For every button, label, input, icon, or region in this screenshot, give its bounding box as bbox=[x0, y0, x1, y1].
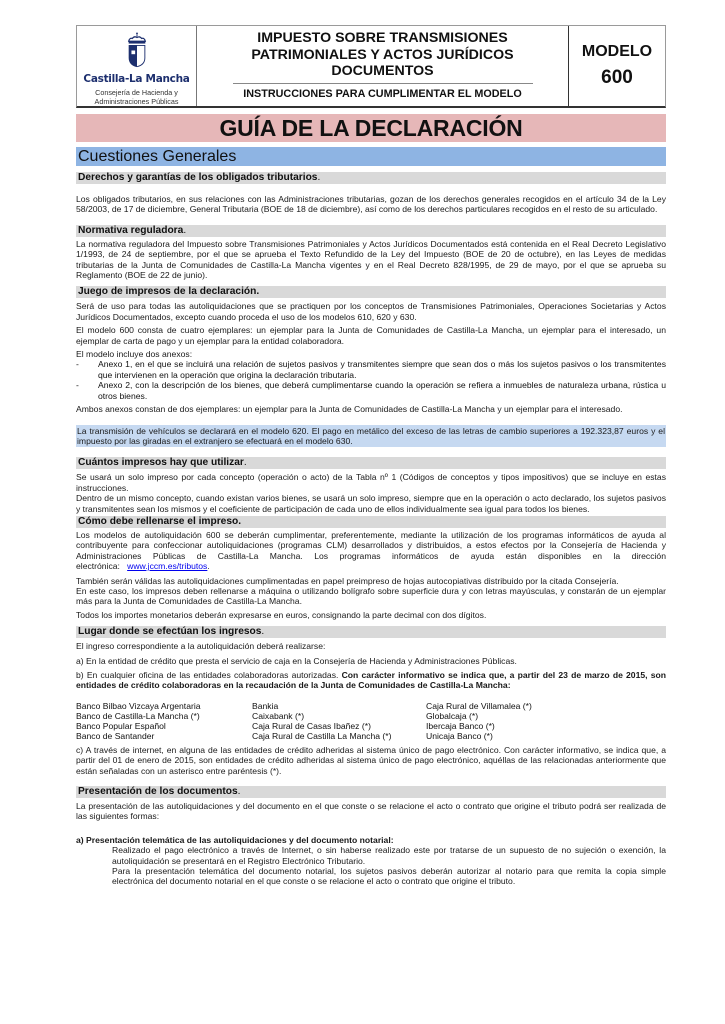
paragraph: El modelo 600 consta de cuatro ejemplares: un ejemplar para la Junta de Comunidades de Castilla-La Mancha, un ejemplar para el interesado, un ejemplar de carta de pago y un ejemplar para la entidad colaboradora. bbox=[76, 325, 666, 346]
modelo-box bbox=[569, 26, 665, 106]
paragraph: Los obligados tributarios, en sus relaciones con las Administraciones tributarias, gozan de los derechos generales recogidos en el artículo 34 de la Ley 58/2003, de 17 de diciembre, General Tributaria (BOE de 18 de diciembre), así como de los derechos particulares recogidos en el resto de su articulado. bbox=[76, 194, 666, 215]
heading-text: Derechos y garantías de los obligados tributarios bbox=[78, 172, 318, 183]
paragraph: a) En la entidad de crédito que presta el servicio de caja en la Consejería de Hacienda y Administraciones Públicas. bbox=[76, 655, 517, 666]
paragraph: La presentación de las autoliquidaciones y del documento en el que conste o se relacione el acto o contrato que origine el tributo podrá ser realizada de las siguientes formas: bbox=[76, 801, 666, 822]
section-title: Cuestiones Generales bbox=[76, 147, 666, 166]
paragraph: c) A través de internet, en alguna de las entidades de crédito adheridas al sistema único de pago electrónico. Con carácter informativo, se indica que, a partir del 01 de enero de 2015, son entidades de crédito adheridas al sistema único de pago electrónico, aquéllas de las relacionadas anteriormente que están señaladas con un asterisco entre paréntesis (*). bbox=[76, 744, 666, 776]
logo-subtitle-line1: Consejería de Hacienda y bbox=[95, 88, 178, 97]
paragraph: Para la presentación telemática del documento notarial, los sujetos pasivos deberán autorizar al notario para que remita la copia simple electrónica del documento notarial en el que conste o se relacione el acto o contrato que origine el tributo. bbox=[112, 866, 666, 887]
paragraph: Todos los importes monetarios deberán expresarse en euros, consignando la parte decimal con dos dígitos. bbox=[76, 609, 487, 620]
bank-item: Banco de Castilla-La Mancha (*) bbox=[76, 710, 200, 721]
heading-text: Presentación de los documentos bbox=[78, 786, 238, 798]
annex-text: Anexo 1, en el que se incluirá una relación de sujetos pasivos y transmitentes siempre que sean dos o más los sujetos pasivos o los transmitentes que intervienen en la operación que origina la declaración tributaria. bbox=[98, 359, 666, 380]
heading-text: Normativa reguladora bbox=[78, 224, 184, 236]
paragraph: El modelo incluye dos anexos: bbox=[76, 349, 193, 360]
annex-item bbox=[76, 380, 666, 401]
bank-item: Unicaja Banco (*) bbox=[426, 730, 493, 741]
bank-item: Banco Popular Español bbox=[76, 720, 166, 731]
logo-name: Castilla-La Mancha bbox=[83, 73, 190, 85]
title-line-2: PATRIMONIALES Y ACTOS JURÍDICOS bbox=[251, 46, 514, 63]
title-line-3: DOCUMENTOS bbox=[331, 63, 434, 79]
paragraph bbox=[76, 670, 666, 691]
paragraph: En este caso, los impresos deben rellenarse a máquina o utilizando bolígrafo sobre superficie dura y con letras mayúsculas, y constarán de un ejemplar más para la Junta de Comunidades de Castilla-La Mancha. bbox=[76, 585, 666, 607]
heading-juego: Juego de impresos de la declaración. bbox=[76, 286, 666, 298]
logo-box bbox=[77, 26, 197, 106]
modelo-number: 600 bbox=[601, 67, 633, 88]
bank-item: Banco Bilbao Vizcaya Argentaria bbox=[76, 700, 201, 711]
paragraph: La normativa reguladora del Impuesto sobre Transmisiones Patrimoniales y Actos Jurídicos Documentados está contenida en el Real Decreto Legislativo 1/1993, de 24 de septiembre, por el que se aprueba el Texto Refundido de la Ley del Impuesto (BOE de 20 de octubre), en las Leyes de medidas tributarias de la Junta de Comunidades de Castilla-La Mancha vigentes y en el Real Decreto 828/1995, de 29 de mayo, por el que se aprueba su Reglamento (BOE de 22 de junio). bbox=[76, 238, 666, 281]
document-title bbox=[233, 30, 533, 84]
logo-subtitle bbox=[95, 88, 179, 106]
heading-text: Lugar donde se efectúan los ingresos bbox=[78, 626, 262, 638]
bank-item: Banco de Santander bbox=[76, 730, 155, 741]
paragraph: Realizado el pago electrónico a través de Internet, o sin haberse realizado este por tratarse de un supuesto de no sujeción o exención, la autoliquidación se presentará en el Registro Electrónico Tributario. bbox=[112, 845, 666, 866]
bank-item: Globalcaja (*) bbox=[426, 710, 479, 721]
logo-subtitle-line2: Administraciones Públicas bbox=[94, 97, 179, 106]
paragraph: Se usará un solo impreso por cada concepto (operación o acto) de la Tabla nº 1 (Códigos de conceptos y tipos impositivos) que se incluye en estas instrucciones. bbox=[76, 472, 666, 493]
document-subtitle: INSTRUCCIONES PARA CUMPLIMENTAR EL MODELO bbox=[243, 87, 522, 100]
document-header bbox=[76, 25, 666, 108]
heading-lugar: Lugar donde se efectúan los ingresos. bbox=[76, 626, 666, 638]
bank-item: Bankia bbox=[252, 700, 279, 711]
highlighted-note: La transmisión de vehículos se declarará en el modelo 620. El pago en metálico del exceso de las letras de cambio superiores a 192.323,87 euros y el impuesto por las giradas en el extranjero se efectuará en el modelo 630. bbox=[77, 425, 665, 446]
document-page bbox=[76, 25, 666, 887]
paragraph: También serán válidas las autoliquidaciones cumplimentadas en papel preimpreso de hojas autocopiativas distribuido por la citada Consejería. bbox=[76, 575, 619, 586]
title-box bbox=[197, 26, 569, 106]
paragraph: Ambos anexos constan de dos ejemplares: un ejemplar para la Junta de Comunidades de Castilla-La Mancha y un ejemplar para el interesado. bbox=[76, 404, 623, 415]
castilla-la-mancha-emblem-icon bbox=[124, 32, 150, 69]
paragraph-text: b) En cualquier oficina de las entidades colaboradoras autorizadas. bbox=[76, 670, 339, 680]
bullet: - bbox=[76, 380, 79, 391]
subheading-telematica: a) Presentación telemática de las autoliquidaciones y del documento notarial: bbox=[76, 834, 394, 845]
bullet: - bbox=[76, 359, 79, 370]
heading-presentacion: Presentación de los documentos. bbox=[76, 786, 666, 798]
paragraph: Dentro de un mismo concepto, cuando existan varios bienes, se usará un solo impreso, siempre que en la operación o acto declarado, los sujetos pasivos y transmitentes sean los mismos y el coeficiente de participación de cada uno de ellos individualmente sea igual para todos los bienes. bbox=[76, 493, 666, 514]
tributos-link[interactable]: www.jccm.es/tributos bbox=[127, 561, 208, 572]
heading-como: Cómo debe rellenarse el impreso. bbox=[76, 516, 666, 528]
bank-item: Caja Rural de Villamalea (*) bbox=[426, 700, 532, 711]
guide-title: GUÍA DE LA DECLARACIÓN bbox=[76, 114, 666, 142]
paragraph: El ingreso correspondiente a la autoliquidación deberá realizarse: bbox=[76, 641, 326, 652]
heading-derechos: Derechos y garantías de los obligados tributarios. bbox=[76, 172, 666, 184]
paragraph: Será de uso para todas las autoliquidaciones que se practiquen por los conceptos de Transmisiones Patrimoniales, Operaciones Societarias y Actos Jurídicos Documentados, excepto cuando proceda el uso de los modelos 610, 620 y 630. bbox=[76, 301, 666, 322]
bank-item: Caja Rural de Castilla La Mancha (*) bbox=[252, 730, 392, 741]
paragraph-text: Los modelos de autoliquidación 600 se deberán cumplimentar, preferentemente, mediante la utilización de los programas informáticos de ayuda al contribuyente para confeccionar autoliquidaciones (programas CLM) desarrollados y distribuidos, a estos efectos por la Consejería de Hacienda y Administraciones Públicas de Castilla-La Mancha. Los programas informáticos de ayuda están disponibles en la dirección electrónica: bbox=[76, 529, 666, 572]
bank-item: Caixabank (*) bbox=[252, 710, 305, 721]
paragraph-bold-text: Con carácter informativo se indica que, a partir del 23 de marzo de 2015, son entidades de crédito colaboradoras en la recaudación de la Junta de Comunidades de Castilla-La Mancha: bbox=[76, 670, 666, 691]
banks-list bbox=[76, 701, 666, 741]
bank-item: Ibercaja Banco (*) bbox=[426, 720, 495, 731]
heading-cuantos: Cuántos impresos hay que utilizar. bbox=[76, 457, 666, 469]
paragraph: Los modelos de autoliquidación 600 se deberán cumplimentar, preferentemente, mediante la utilización de los programas informáticos de ayuda al contribuyente para confeccionar autoliquidaciones (programas CLM) desarrollados y distribuidos, a estos efectos por la Consejería de Hacienda y Administraciones Públicas de Castilla-La Mancha. Los programas informáticos de ayuda están disponibles en la dirección electrónica: www.jccm.es/tributos. bbox=[76, 529, 666, 572]
heading-text: Cuántos impresos hay que utilizar bbox=[78, 457, 244, 469]
annex-item bbox=[76, 359, 666, 380]
title-line-1: IMPUESTO SOBRE TRANSMISIONES bbox=[257, 30, 508, 46]
heading-normativa: Normativa reguladora. bbox=[76, 225, 666, 237]
modelo-label: MODELO bbox=[581, 43, 653, 60]
annex-text: Anexo 2, con la descripción de los bienes, que deberá cumplimentarse cuando la operación se refiera a inmuebles de naturaleza urbana, rústica u otros bienes. bbox=[98, 380, 666, 401]
bank-item: Caja Rural de Casas Ibañez (*) bbox=[252, 720, 371, 731]
